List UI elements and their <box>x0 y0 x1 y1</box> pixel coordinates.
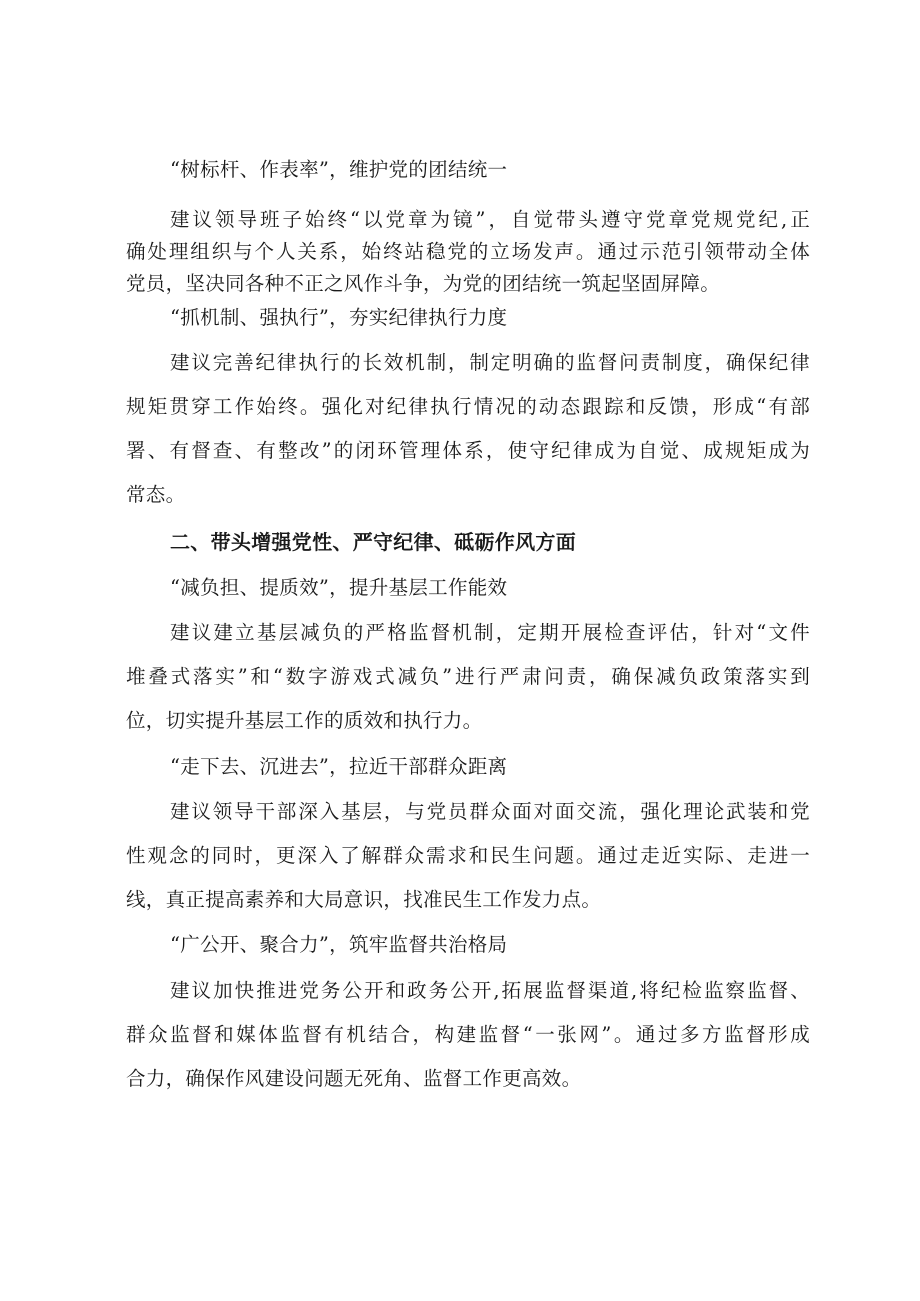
paragraph-line: 建议加快推进党务公开和政务公开,拓展监督渠道,将纪检监察监督、 <box>170 979 810 1002</box>
section-heading: 二、带头增强党性、严守纪律、砥砺作风方面 <box>170 530 576 554</box>
paragraph-line: 群众监督和媒体监督有机结合，构建监督“一张网”。通过多方监督形成 <box>126 1023 810 1046</box>
subheading-reduce-burden: “减负担、提质效”，提升基层工作能效 <box>170 576 508 599</box>
paragraph-line: 位，切实提升基层工作的质效和执行力。 <box>126 709 483 732</box>
paragraph-line: 建议领导干部深入基层，与党员群众面对面交流，强化理论武装和党 <box>170 800 810 823</box>
paragraph-line: 确处理组织与个人关系，始终站稳党的立场发声。通过示范引领带动全体 <box>126 240 810 263</box>
paragraph-line: 建议领导班子始终“以党章为镜”，自觉带头遵守党章党规党纪,正 <box>170 208 810 231</box>
paragraph-line: 建议完善纪律执行的长效机制，制定明确的监督问责制度，确保纪律 <box>170 351 810 374</box>
paragraph-line: 建议建立基层减负的严格监督机制，定期开展检查评估，针对“文件 <box>170 621 810 644</box>
subheading-mechanism: “抓机制、强执行”，夯实纪律执行力度 <box>170 306 508 329</box>
paragraph-line: 规矩贯穿工作始终。强化对纪律执行情况的动态跟踪和反馈，形成“有部 <box>126 395 810 418</box>
paragraph-line: 堆叠式落实”和“数字游戏式减负”进行严肃问责，确保减负政策落实到 <box>126 665 810 688</box>
paragraph-line: 线，真正提高素养和大局意识，找准民生工作发力点。 <box>126 888 602 911</box>
paragraph-line: 性观念的同时，更深入了解群众需求和民生问题。通过走近实际、走进一 <box>126 844 810 867</box>
paragraph-line: 常态。 <box>126 483 186 506</box>
paragraph-line: 合力，确保作风建设问题无死角、监督工作更高效。 <box>126 1067 582 1090</box>
subheading-openness: “广公开、聚合力”，筑牢监督共治格局 <box>170 933 508 956</box>
paragraph-line: 党员，坚决同各种不正之风作斗争，为党的团结统一筑起坚固屏障。 <box>126 272 721 295</box>
subheading-go-down: “走下去、沉进去”，拉近干部群众距离 <box>170 755 508 778</box>
paragraph-line: 署、有督查、有整改”的闭环管理体系，使守纪律成为自觉、成规矩成为 <box>126 439 810 462</box>
subheading-set-example: “树标杆、作表率”，维护党的团结统一 <box>170 158 508 181</box>
